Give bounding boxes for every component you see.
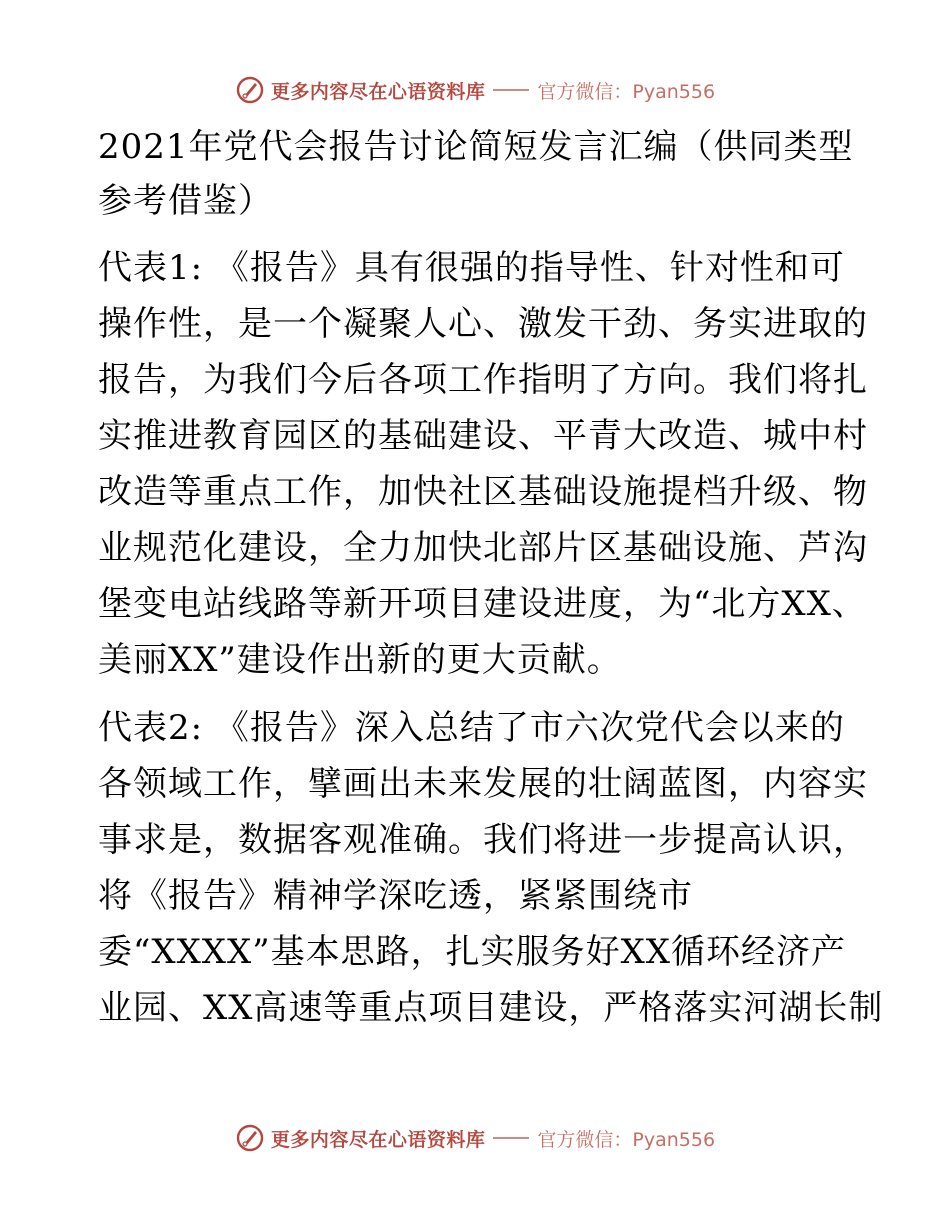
- paragraph-line: 委“XXXX”基本思路，扎实服务好XX循环经济产: [98, 932, 846, 972]
- paragraph-line: 报告，为我们今后各项工作指明了方向。我们将扎: [98, 360, 868, 400]
- quill-logo-icon: [235, 75, 265, 105]
- quill-logo-icon: [235, 1123, 265, 1153]
- paragraph-line: 改造等重点工作，加快社区基础设施提档升级、物: [98, 472, 868, 512]
- paragraph-representative-1: [98, 240, 868, 688]
- watermark-separator: [493, 89, 529, 91]
- watermark-separator: [493, 1137, 529, 1139]
- watermark-official-text: 官方微信：Pyan556: [537, 80, 716, 103]
- paragraph-line: 业园、XX高速等重点项目建设，严格落实河湖长制: [98, 988, 884, 1028]
- paragraph-line: 事求是，数据客观准确。我们将进一步提高认识，: [98, 820, 868, 860]
- paragraph-line: 代表2: 《报告》深入总结了市六次党代会以来的: [98, 708, 845, 748]
- paragraph-line: 代表1: 《报告》具有很强的指导性、针对性和可: [98, 248, 845, 288]
- watermark-brand-text: 更多内容尽在心语资料库: [270, 1128, 486, 1151]
- watermark-brand-text: 更多内容尽在心语资料库: [270, 80, 486, 103]
- watermark-footer: [0, 1120, 950, 1156]
- paragraph-line: 堡变电站线路等新开项目建设进度，为“北方XX、: [98, 584, 867, 624]
- document-title: [98, 120, 858, 228]
- paragraph-line: 各领域工作，擘画出未来发展的壮阔蓝图，内容实: [98, 764, 868, 804]
- title-line: 2021年党代会报告讨论简短发言汇编（供同类型: [98, 127, 854, 167]
- document-body: [98, 120, 884, 1048]
- watermark-official-text: 官方微信：Pyan556: [537, 1128, 716, 1151]
- title-line: 参考借鉴）: [98, 181, 273, 221]
- paragraph-line: 操作性，是一个凝聚人心、激发干劲、务实进取的: [98, 304, 868, 344]
- paragraph-line: 将《报告》精神学深吃透，紧紧围绕市: [98, 876, 693, 916]
- watermark-header: [0, 72, 950, 108]
- paragraph-representative-2: [98, 700, 884, 1036]
- paragraph-line: 实推进教育园区的基础建设、平青大改造、城中村: [98, 416, 868, 456]
- paragraph-line: 美丽XX”建设作出新的更大贡献。: [98, 640, 622, 680]
- paragraph-line: 业规范化建设，全力加快北部片区基础设施、芦沟: [98, 528, 868, 568]
